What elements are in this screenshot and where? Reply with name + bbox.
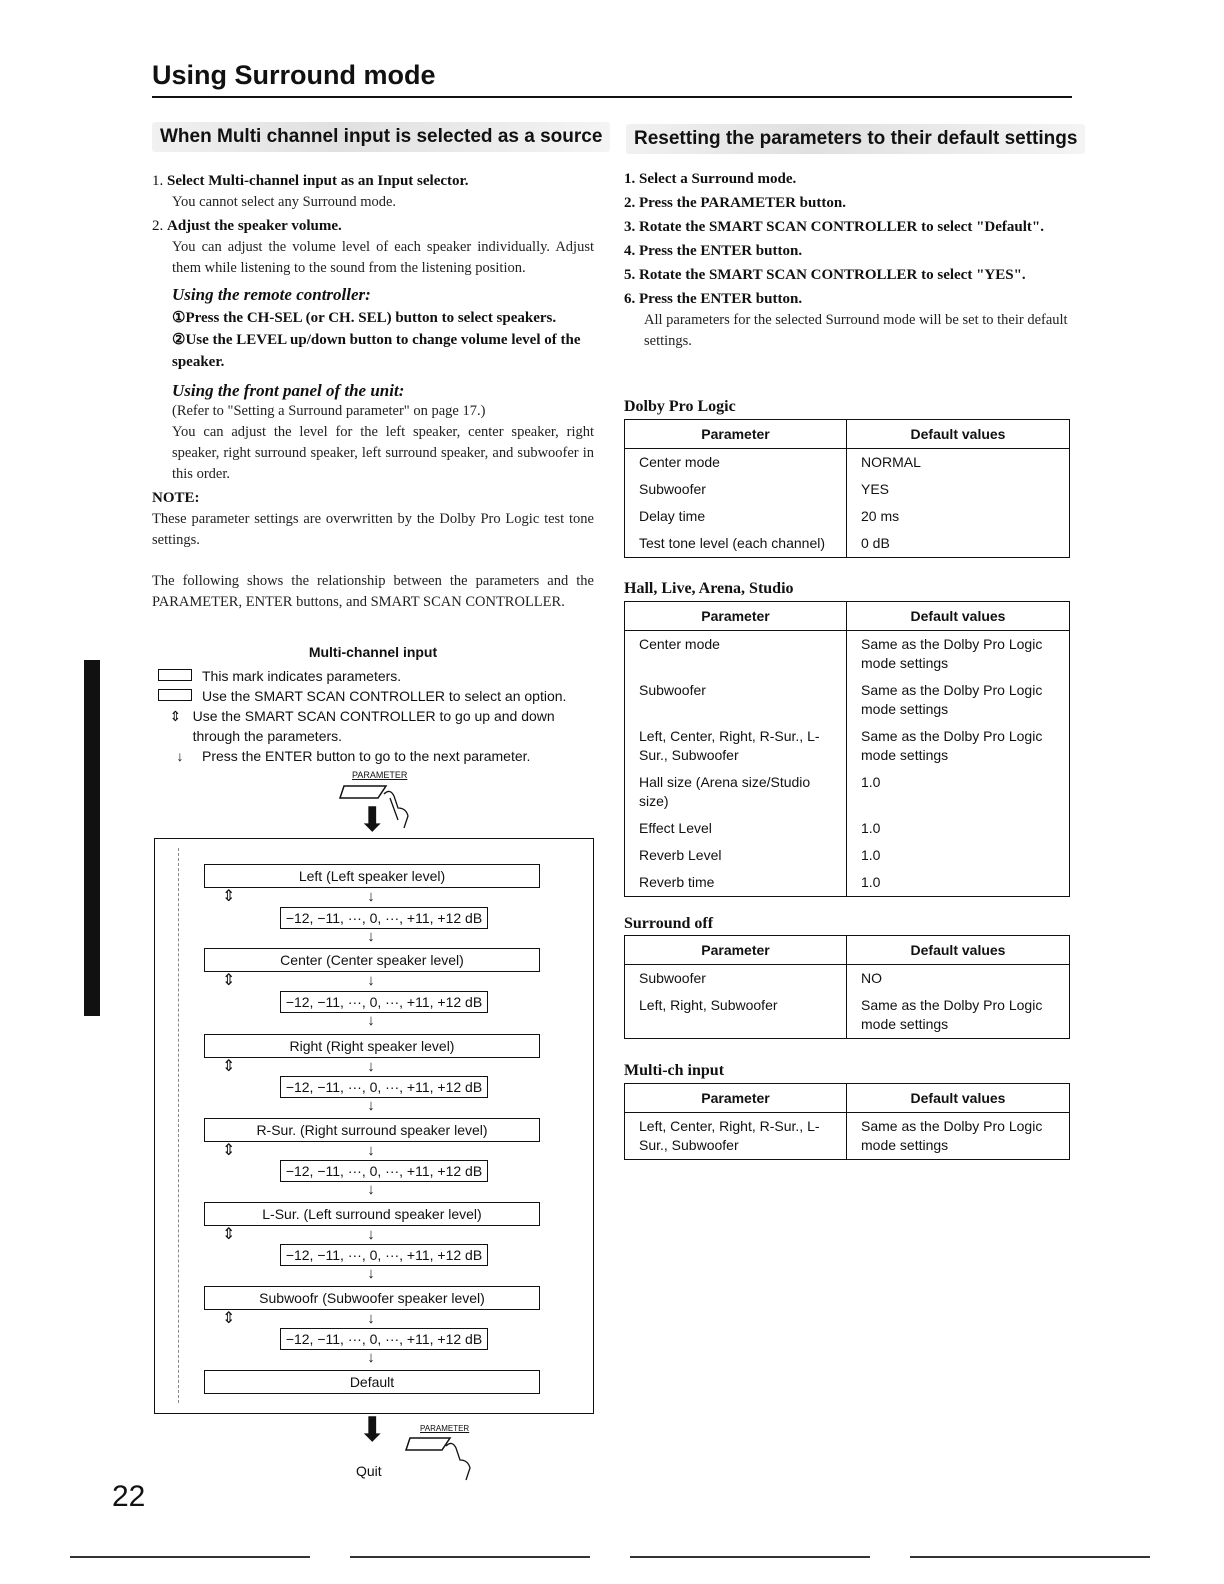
step-body: You can adjust the volume level of each speaker individually. Adjust them while listening to the sound from the listening position. — [172, 239, 594, 276]
col-header-default: Default values — [847, 602, 1070, 631]
legend-text: This mark indicates parameters. — [202, 668, 402, 684]
right-step-2: 2. Press the PARAMETER button. — [624, 195, 846, 211]
page-number: 22 — [112, 1480, 146, 1513]
flow-param-lsur — [204, 1202, 540, 1224]
table-cell: NORMAL — [847, 449, 1070, 477]
table-multi-ch-input — [624, 1083, 1070, 1160]
table-hall-live-arena-studio — [624, 601, 1070, 897]
flow-param-box: R-Sur. (Right surround speaker level) — [204, 1118, 540, 1142]
flow-values-center: −12, −11, ···, 0, ···, +11, +12 dB — [280, 991, 488, 1013]
quit-label: Quit — [356, 1463, 382, 1479]
down-arrow-icon: ↓ — [367, 1182, 375, 1198]
down-arrow-icon: ↓ — [367, 1013, 375, 1029]
relationship-text: The following shows the relationship between the parameters and the PARAMETER, ENTER buttons, and SMART SCAN CONTROLLER. — [152, 573, 594, 610]
table-cell: 1.0 — [847, 815, 1070, 842]
parameter-button-label: PARAMETER — [352, 770, 408, 780]
table-cell: 1.0 — [847, 769, 1070, 815]
left-step-2 — [152, 215, 594, 237]
down-arrow-icon: ↓ — [367, 1311, 375, 1327]
legend-text: Use the SMART SCAN CONTROLLER to go up and down through the parameters. — [192, 708, 555, 744]
diagram-title: Multi-channel input — [308, 644, 438, 660]
right-step-5: 5. Rotate the SMART SCAN CONTROLLER to select "YES". — [624, 267, 1026, 283]
step-number: 1. — [152, 173, 164, 189]
flow-param-left — [204, 864, 540, 886]
table-cell: Subwoofer — [625, 965, 847, 993]
updown-arrow-icon: ⇕ — [222, 1142, 236, 1159]
col-header-default: Default values — [847, 936, 1070, 965]
remote-step-1: ①Press the CH-SEL (or CH. SEL) button to select speakers. — [172, 310, 557, 326]
front-panel-ref: (Refer to "Setting a Surround parameter" on page 17.) — [172, 403, 486, 419]
parameter-button-label: PARAMETER — [420, 1424, 470, 1433]
flow-param-box: Default — [204, 1370, 540, 1394]
step-title: Adjust the speaker volume. — [167, 218, 342, 234]
left-step-1 — [152, 170, 594, 192]
right-step-4: 4. Press the ENTER button. — [624, 243, 803, 259]
legend-row — [158, 686, 598, 706]
legend-row — [158, 666, 598, 686]
down-arrow-icon: ↓ — [367, 889, 375, 905]
step-6-body: All parameters for the selected Surround mode will be set to their default settings. — [644, 312, 1068, 349]
table-cell: Left, Right, Subwoofer — [625, 992, 847, 1039]
table-cell: Center mode — [625, 631, 847, 678]
step-title: Select Multi-channel input as an Input selector. — [167, 173, 469, 189]
legend-row — [158, 706, 598, 746]
col-header-default: Default values — [847, 420, 1070, 449]
table-cell: Same as the Dolby Pro Logic mode settings — [847, 631, 1070, 678]
table-caption-multi-ch: Multi-ch input — [624, 1062, 725, 1079]
table-caption-dolby: Dolby Pro Logic — [624, 398, 736, 415]
right-step-6: 6. Press the ENTER button. — [624, 291, 803, 307]
flow-loop-line — [178, 848, 180, 1403]
flow-values-lsur: −12, −11, ···, 0, ···, +11, +12 dB — [280, 1244, 488, 1266]
step-number: 2. — [152, 218, 164, 234]
table-cell: Subwoofer — [625, 677, 847, 723]
down-arrow-icon: ↓ — [367, 1227, 375, 1243]
flow-values-right: −12, −11, ···, 0, ···, +11, +12 dB — [280, 1076, 488, 1098]
table-cell: YES — [847, 476, 1070, 503]
table-surround-off — [624, 935, 1070, 1039]
table-cell: Left, Center, Right, R-Sur., L-Sur., Subwoofer — [625, 723, 847, 769]
diagram-legend — [158, 666, 598, 766]
down-arrow-icon: ↓ — [367, 1143, 375, 1159]
right-step-3: 3. Rotate the SMART SCAN CONTROLLER to select "Default". — [624, 219, 1044, 235]
updown-arrow-icon: ⇕ — [222, 888, 236, 905]
flow-param-default — [204, 1370, 540, 1392]
flow-param-center — [204, 948, 540, 970]
down-arrow-icon: ↓ — [367, 1098, 375, 1114]
down-arrow-icon: ↓ — [176, 748, 184, 764]
table-cell: 0 dB — [847, 530, 1070, 558]
front-panel-heading: Using the front panel of the unit: — [172, 381, 405, 400]
flow-param-box: Left (Left speaker level) — [204, 864, 540, 888]
table-cell: Same as the Dolby Pro Logic mode settings — [847, 723, 1070, 769]
left-steps — [152, 170, 594, 613]
down-arrow-icon: ↓ — [367, 1059, 375, 1075]
table-cell: Test tone level (each channel) — [625, 530, 847, 558]
note-body: These parameter settings are overwritten by the Dolby Pro Logic test tone settings. — [152, 511, 594, 548]
col-header-parameter: Parameter — [625, 602, 847, 631]
note-label: NOTE: — [152, 490, 200, 506]
left-section-banner: When Multi channel input is selected as a source — [152, 122, 610, 152]
legend-text: Use the SMART SCAN CONTROLLER to select an option. — [202, 688, 567, 704]
title-divider — [152, 96, 1072, 98]
updown-arrow-icon: ⇕ — [222, 1226, 236, 1243]
down-arrow-icon: ↓ — [367, 973, 375, 989]
option-box-icon — [158, 686, 202, 706]
flow-param-box: Subwoofr (Subwoofer speaker level) — [204, 1286, 540, 1310]
table-cell: Delay time — [625, 503, 847, 530]
side-tab-bar — [84, 660, 100, 1016]
down-arrow-icon: ↓ — [367, 929, 375, 945]
flow-param-box: Center (Center speaker level) — [204, 948, 540, 972]
right-step-1: 1. Select a Surround mode. — [624, 171, 797, 187]
updown-arrow-icon: ⇕ — [222, 1310, 236, 1327]
page-title: Using Surround mode — [152, 60, 436, 90]
right-steps — [624, 168, 1070, 352]
enter-flow-arrow: ⬇ — [358, 802, 387, 839]
table-cell: Effect Level — [625, 815, 847, 842]
flow-param-box: Right (Right speaker level) — [204, 1034, 540, 1058]
table-cell: Same as the Dolby Pro Logic mode settings — [847, 992, 1070, 1039]
table-cell: 20 ms — [847, 503, 1070, 530]
updown-arrow-icon: ⇕ — [222, 1058, 236, 1075]
table-cell: 1.0 — [847, 842, 1070, 869]
table-cell: NO — [847, 965, 1070, 993]
col-header-parameter: Parameter — [625, 936, 847, 965]
table-cell: 1.0 — [847, 869, 1070, 897]
col-header-parameter: Parameter — [625, 1084, 847, 1113]
right-section-banner: Resetting the parameters to their default settings — [626, 124, 1085, 154]
table-cell: Left, Center, Right, R-Sur., L-Sur., Subwoofer — [625, 1113, 847, 1160]
table-cell: Same as the Dolby Pro Logic mode settings — [847, 677, 1070, 723]
hand-press-icon — [404, 1432, 484, 1482]
quit-arrow-icon: ⬇ — [358, 1412, 387, 1449]
step-body: You cannot select any Surround mode. — [172, 194, 397, 210]
flow-values-left: −12, −11, ···, 0, ···, +11, +12 dB — [280, 907, 488, 929]
bottom-scan-line — [70, 1556, 1170, 1558]
table-cell: Subwoofer — [625, 476, 847, 503]
table-caption-surround-off: Surround off — [624, 915, 714, 932]
down-arrow-icon: ↓ — [367, 1266, 375, 1282]
front-panel-body: You can adjust the level for the left speaker, center speaker, right speaker, right surround speaker, left surround speaker, and subwoofer in this order. — [172, 424, 594, 482]
table-caption-hall: Hall, Live, Arena, Studio — [624, 580, 794, 597]
table-cell: Reverb time — [625, 869, 847, 897]
table-cell: Center mode — [625, 449, 847, 477]
table-cell: Same as the Dolby Pro Logic mode settings — [847, 1113, 1070, 1160]
remote-step-2: ②Use the LEVEL up/down button to change volume level of the speaker. — [172, 332, 581, 370]
legend-row — [158, 746, 598, 766]
flow-param-box: L-Sur. (Left surround speaker level) — [204, 1202, 540, 1226]
updown-arrow-icon: ⇕ — [169, 708, 182, 724]
table-dolby-pro-logic — [624, 419, 1070, 558]
remote-heading: Using the remote controller: — [172, 285, 371, 304]
legend-text: Press the ENTER button to go to the next parameter. — [202, 748, 531, 764]
parameter-box-icon — [158, 666, 202, 686]
col-header-default: Default values — [847, 1084, 1070, 1113]
flow-values-subwoofer: −12, −11, ···, 0, ···, +11, +12 dB — [280, 1328, 488, 1350]
flow-param-rsur — [204, 1118, 540, 1140]
updown-arrow-icon: ⇕ — [222, 972, 236, 989]
table-cell: Reverb Level — [625, 842, 847, 869]
flow-values-rsur: −12, −11, ···, 0, ···, +11, +12 dB — [280, 1160, 488, 1182]
flow-param-right — [204, 1034, 540, 1056]
down-arrow-icon: ↓ — [367, 1350, 375, 1366]
table-cell: Hall size (Arena size/Studio size) — [625, 769, 847, 815]
col-header-parameter: Parameter — [625, 420, 847, 449]
flow-param-subwoofer — [204, 1286, 540, 1308]
